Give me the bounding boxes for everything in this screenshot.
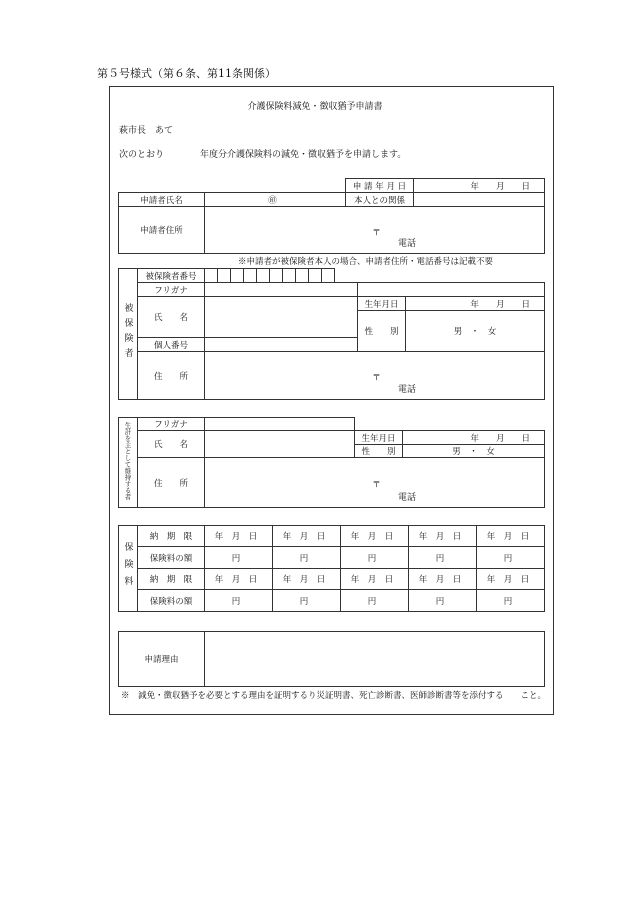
premium-table (118, 525, 545, 612)
due-label-1: 納 期 限 (138, 526, 205, 547)
due-date-field[interactable]: 年 月 日 (205, 526, 273, 547)
amount-field[interactable]: 円 (205, 590, 273, 612)
footnote: ※ 減免・徴収猶予を必要とする理由を証明するり災証明書、死亡診断書、医師診断書等を添付する こと。 (121, 691, 547, 701)
postal-mark: 〒 (372, 227, 381, 238)
postal-mark: 〒 (372, 373, 381, 383)
supporter-sex-field[interactable]: 男 ・ 女 (403, 445, 545, 458)
supporter-name-field[interactable] (205, 431, 355, 458)
due-date-field[interactable]: 年 月 日 (477, 569, 545, 590)
amount-field[interactable]: 円 (409, 547, 477, 569)
due-date-field[interactable]: 年 月 日 (477, 526, 545, 547)
amount-field[interactable]: 円 (477, 590, 545, 612)
relation-label: 本人との関係 (346, 193, 414, 207)
insured-section-label: 被保険者 (119, 269, 138, 400)
insured-birth-label: 生年月日 (358, 297, 406, 311)
form-title: 介護保険料減免・徴収猶予申請書 (247, 102, 383, 112)
supporter-table (118, 417, 545, 508)
insured-furigana-label: フリガナ (138, 283, 205, 297)
due-date-field[interactable]: 年 月 日 (205, 569, 273, 590)
due-date-field[interactable]: 年 月 日 (273, 569, 341, 590)
due-date-field[interactable]: 年 月 日 (273, 526, 341, 547)
digit-box[interactable] (322, 269, 335, 283)
insured-tel-label: 電話 (398, 385, 417, 395)
digit-box[interactable] (296, 269, 309, 283)
insured-table (118, 268, 545, 400)
apply-date-label: 申 請 年 月 日 (346, 179, 414, 193)
addressee: 萩市長 あて (119, 126, 174, 136)
amount-field[interactable]: 円 (341, 547, 409, 569)
insured-sex-field[interactable]: 男 ・ 女 (406, 311, 545, 352)
supporter-furigana-field[interactable] (205, 418, 355, 431)
due-date-field[interactable]: 年 月 日 (409, 526, 477, 547)
due-date-field[interactable]: 年 月 日 (409, 569, 477, 590)
digit-box[interactable] (283, 269, 296, 283)
applicant-notice: ※申請者が被保険者本人の場合、申請者住所・電話番号は記載不要 (238, 257, 494, 267)
supporter-section-label: 生計を主として維持する者 (119, 418, 138, 508)
digit-box[interactable] (244, 269, 257, 283)
digit-box[interactable] (257, 269, 270, 283)
digit-box[interactable] (205, 269, 218, 283)
applicant-name-label: 申請者氏名 (119, 193, 205, 207)
insured-address-field[interactable] (205, 352, 545, 400)
intro-text: 次のとおり 年度分介護保険料の減免・徴収猶予を申請します。 (119, 150, 407, 160)
applicant-address-field[interactable] (205, 207, 545, 254)
apply-date-field[interactable]: 年 月 日 (414, 179, 545, 193)
insured-personal-no-label: 個人番号 (138, 338, 205, 352)
supporter-address-label: 住 所 (138, 458, 205, 508)
amount-label-1: 保険料の額 (138, 547, 205, 569)
digit-box[interactable] (218, 269, 231, 283)
insured-name-label: 氏 名 (138, 297, 205, 338)
supporter-address-field[interactable] (205, 458, 545, 508)
supporter-name-label: 氏 名 (138, 431, 205, 458)
due-date-field[interactable]: 年 月 日 (341, 526, 409, 547)
insured-birth-field[interactable]: 年 月 日 (406, 297, 545, 311)
amount-field[interactable]: 円 (273, 547, 341, 569)
due-date-field[interactable]: 年 月 日 (341, 569, 409, 590)
insured-furigana-field[interactable] (205, 283, 358, 297)
supporter-sex-label: 性 別 (355, 445, 403, 458)
applicant-address-label: 申請者住所 (119, 207, 205, 254)
insured-sex-label: 性 別 (358, 311, 406, 352)
amount-label-2: 保険料の額 (138, 590, 205, 612)
insured-name-field[interactable] (205, 297, 358, 338)
insured-personal-no-field[interactable] (205, 338, 358, 352)
amount-field[interactable]: 円 (273, 590, 341, 612)
amount-field[interactable]: 円 (341, 590, 409, 612)
due-label-2: 納 期 限 (138, 569, 205, 590)
digit-box[interactable] (231, 269, 244, 283)
supporter-furigana-label: フリガナ (138, 418, 205, 431)
amount-field[interactable]: 円 (477, 547, 545, 569)
applicant-name-field[interactable] (205, 193, 346, 207)
supporter-birth-field[interactable]: 年 月 日 (403, 431, 545, 445)
reason-field[interactable] (205, 632, 545, 687)
reason-table (118, 631, 545, 687)
seal-mark: ㊞ (268, 195, 277, 206)
digit-box[interactable] (270, 269, 283, 283)
applicant-tel-label: 電話 (397, 239, 416, 249)
form-number: 第５号様式（第６条、第11条関係） (97, 67, 276, 80)
digit-box[interactable] (309, 269, 322, 283)
supporter-birth-label: 生年月日 (355, 431, 403, 445)
premium-section-label: 保険料 (119, 526, 138, 612)
relation-field[interactable] (414, 193, 545, 207)
reason-label: 申請理由 (119, 632, 205, 687)
insured-number-label: 被保険者番号 (138, 269, 205, 283)
insured-address-label: 住 所 (138, 352, 205, 400)
amount-field[interactable]: 円 (205, 547, 273, 569)
supporter-tel-label: 電話 (397, 493, 416, 503)
postal-mark: 〒 (372, 480, 381, 490)
applicant-table (118, 178, 545, 254)
amount-field[interactable]: 円 (409, 590, 477, 612)
